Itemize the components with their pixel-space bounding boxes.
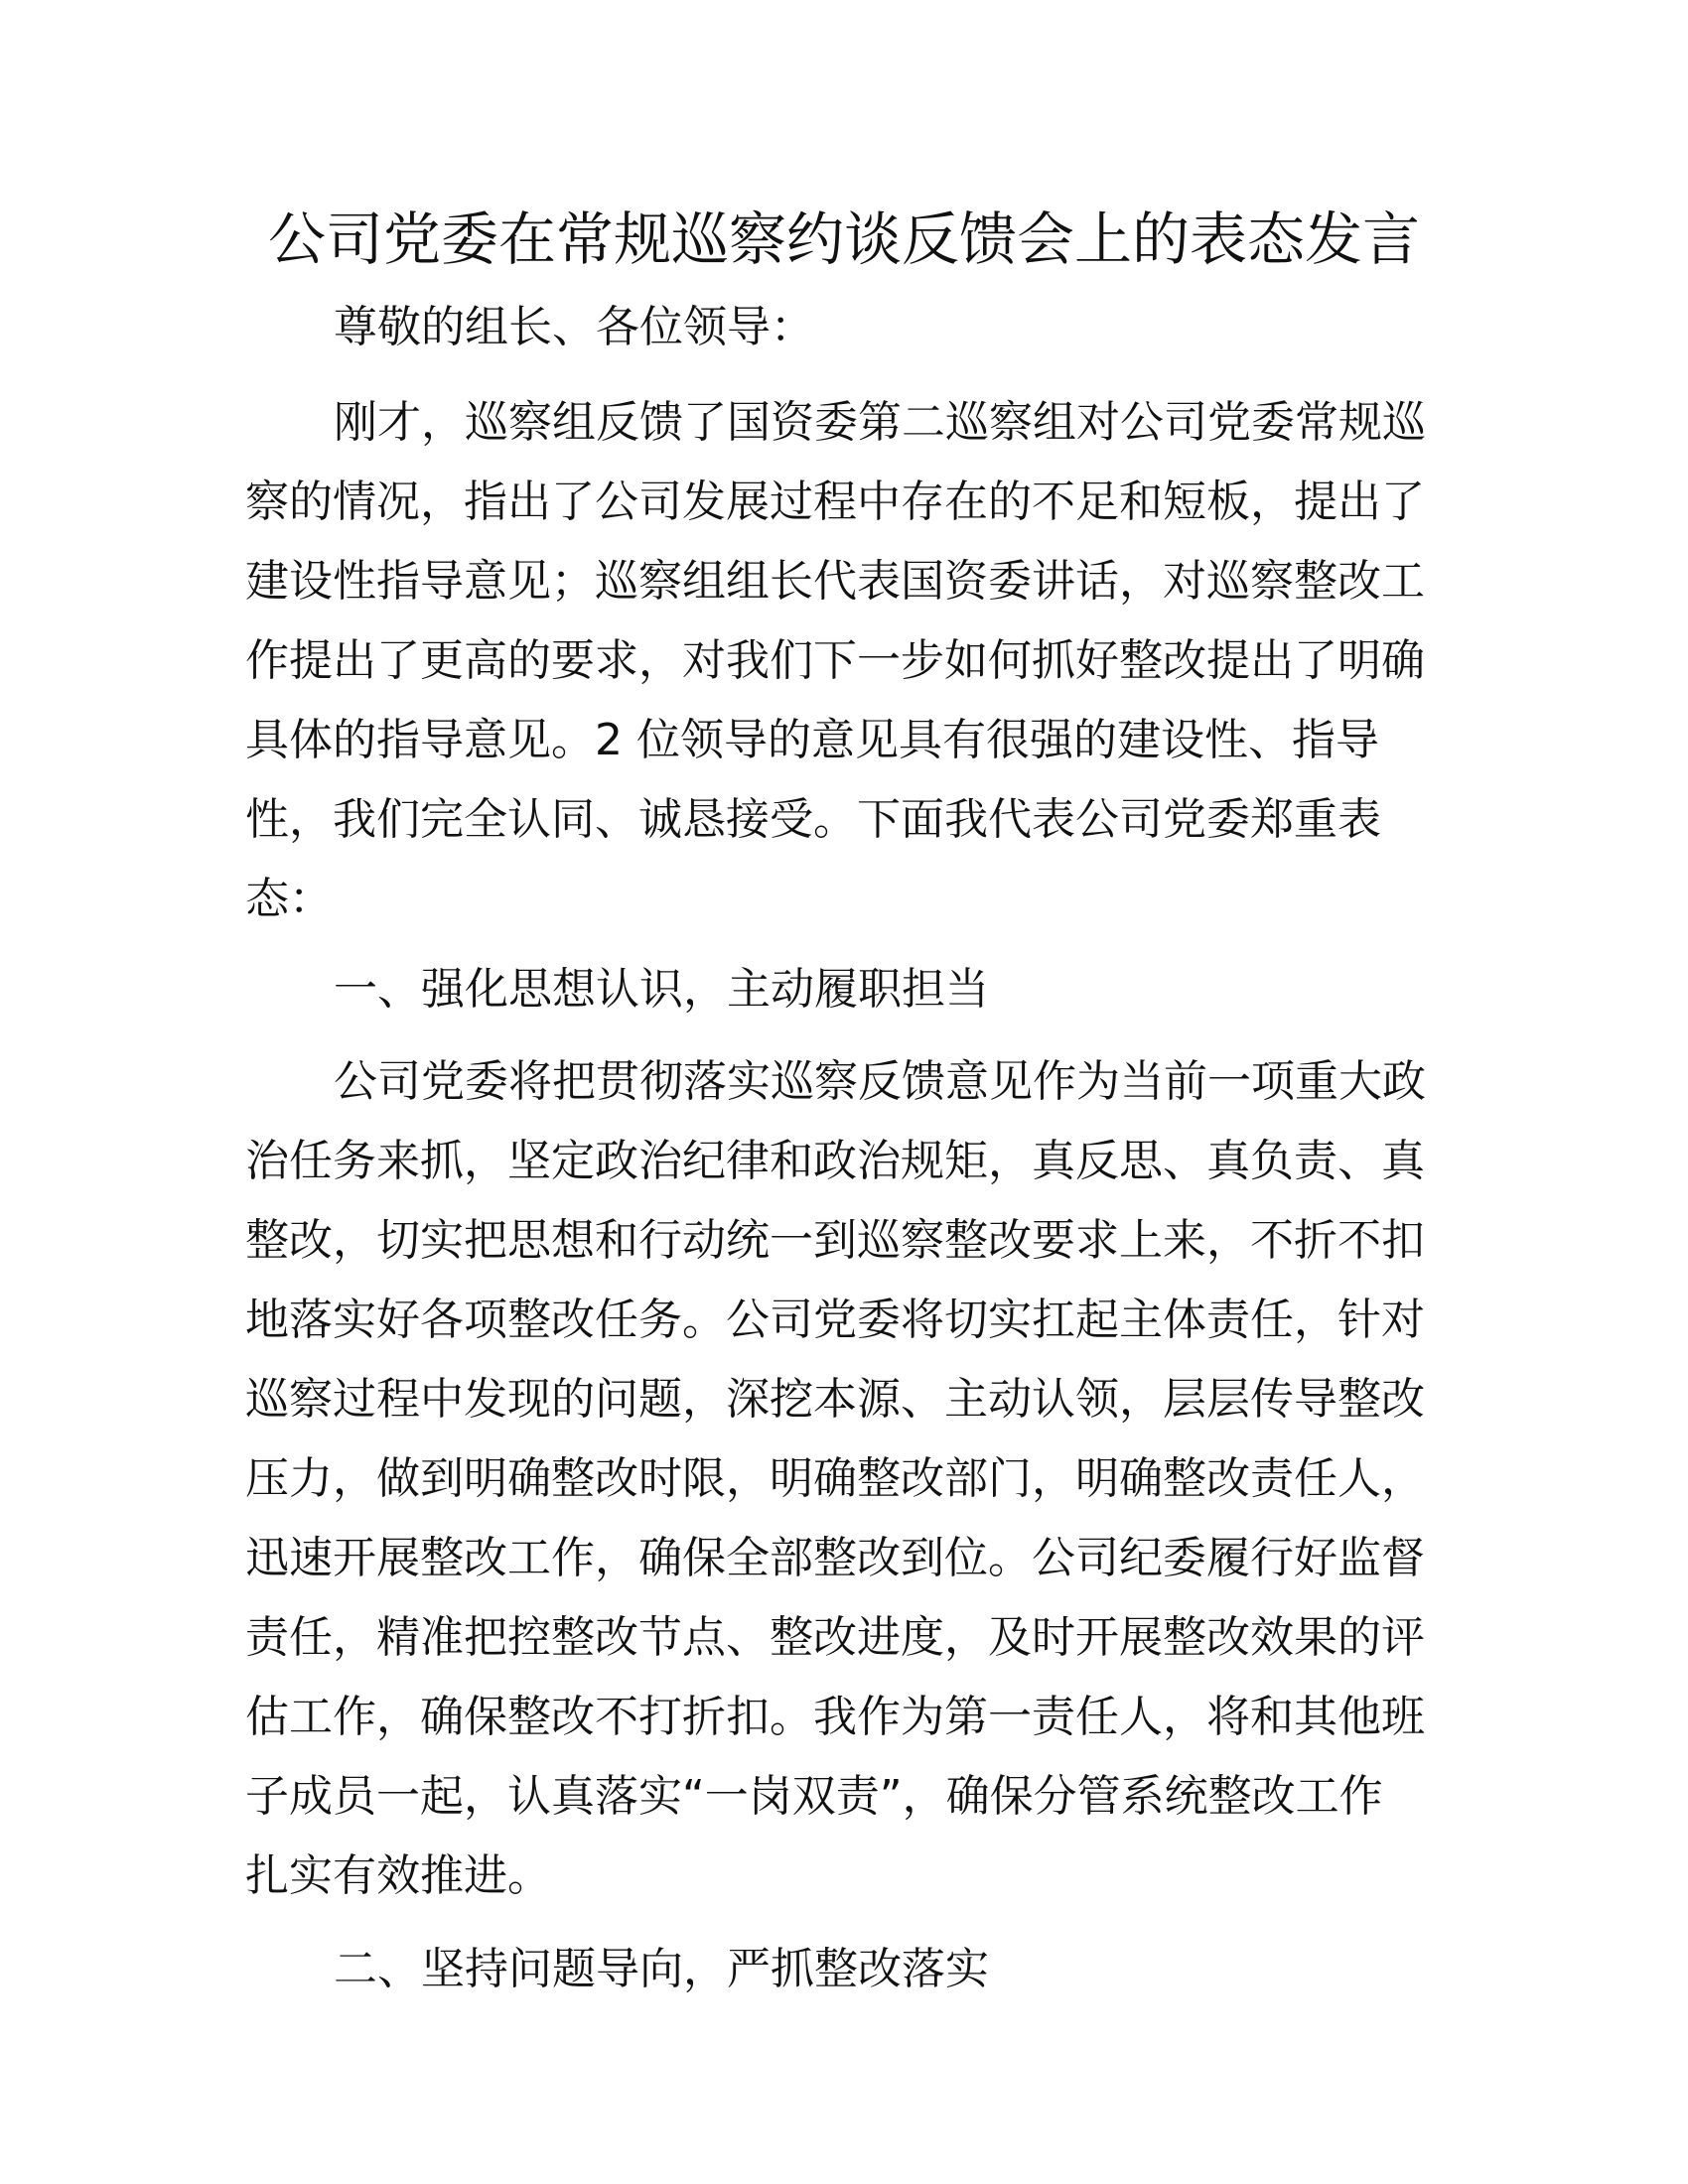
paragraph-line: 压力，做到明确整改时限，明确整改部门，明确整改责任人， xyxy=(245,1453,1425,1504)
paragraph-line: 刚才，巡察组反馈了国资委第二巡察组对公司党委常规巡 xyxy=(334,397,1426,448)
paragraph-line: 迅速开展整改工作，确保全部整改到位。公司纪委履行好监督 xyxy=(245,1533,1425,1583)
paragraph-line: 责任，精准把控整改节点、整改进度，及时开展整改效果的评 xyxy=(245,1612,1425,1663)
paragraph-line: 估工作，确保整改不打折扣。我作为第一责任人，将和其他班 xyxy=(245,1692,1425,1742)
paragraph-line: 巡察过程中发现的问题，深挖本源、主动认领，层层传导整改 xyxy=(245,1374,1425,1425)
salutation: 尊敬的组长、各位领导： xyxy=(334,302,814,352)
paragraph-line: 公司党委将把贯彻落实巡察反馈意见作为当前一项重大政 xyxy=(334,1056,1426,1107)
paragraph-line: 子成员一起，认真落实“一岗双责”，确保分管系统整改工作 xyxy=(245,1771,1383,1822)
paragraph-line: 具体的指导意见。2 位领导的意见具有很强的建设性、指导 xyxy=(245,715,1379,765)
document-title: 公司党委在常规巡察约谈反馈会上的表态发言 xyxy=(267,205,1420,273)
paragraph-line: 察的情况，指出了公司发展过程中存在的不足和短板，提出了 xyxy=(245,477,1425,527)
paragraph-line: 地落实好各项整改任务。公司党委将切实扛起主体责任，针对 xyxy=(245,1295,1425,1345)
section-heading-2: 二、坚持问题导向，严抓整改落实 xyxy=(334,1944,989,1994)
paragraph-line: 整改，切实把思想和行动统一到巡察整改要求上来，不折不扣 xyxy=(245,1215,1425,1266)
paragraph-line: 建设性指导意见；巡察组组长代表国资委讲话，对巡察整改工 xyxy=(245,556,1425,607)
paragraph-line: 作提出了更高的要求，对我们下一步如何抓好整改提出了明确 xyxy=(245,635,1425,686)
paragraph-line: 扎实有效推进。 xyxy=(245,1850,551,1901)
paragraph-line: 治任务来抓，坚定政治纪律和政治规矩，真反思、真负责、真 xyxy=(245,1136,1425,1186)
paragraph-line: 性，我们完全认同、诚恳接受。下面我代表公司党委郑重表 xyxy=(245,794,1381,845)
section-heading-1: 一、强化思想认识，主动履职担当 xyxy=(334,964,989,1015)
paragraph-line: 态： xyxy=(245,874,333,924)
